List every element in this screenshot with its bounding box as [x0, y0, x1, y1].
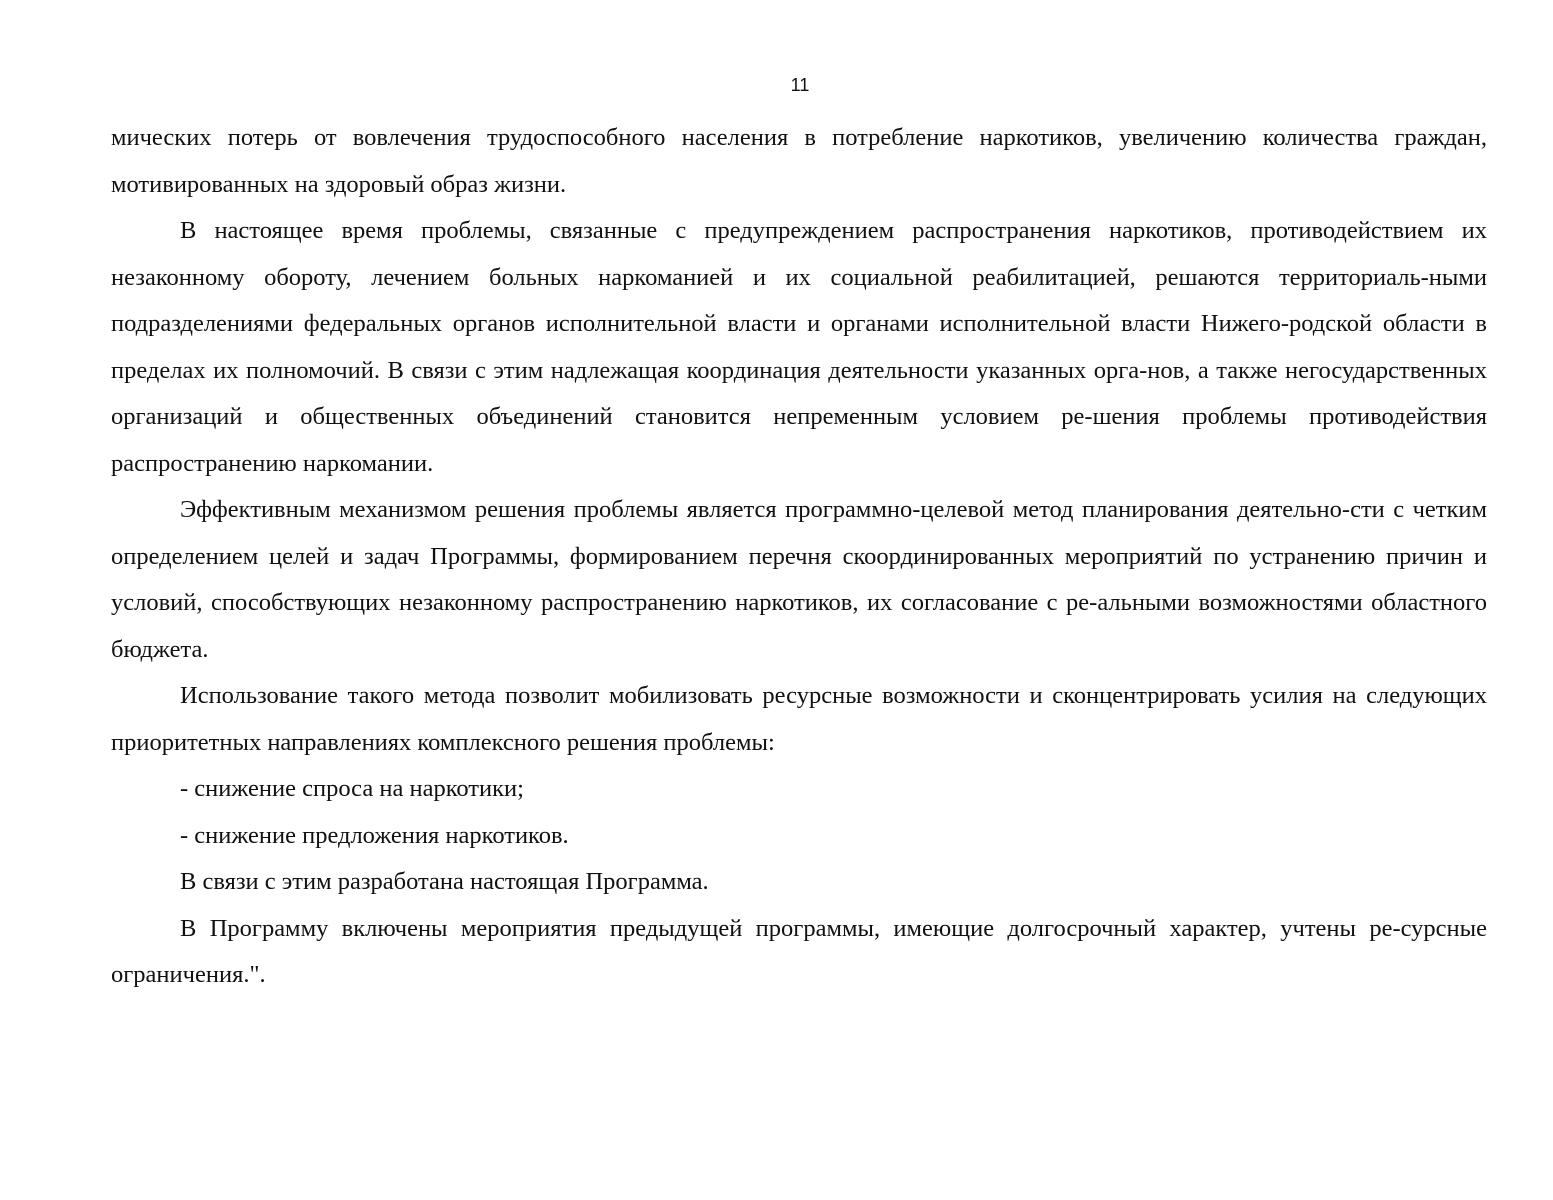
- document-body: [111, 115, 1487, 999]
- paragraph-method-usage: Использование такого метода позволит мобилизовать ресурсные возможности и сконцентрировать усилия на следующих приоритетных направлениях комплексного решения проблемы:: [111, 682, 1487, 756]
- list-item-demand-reduction: - снижение спроса на наркотики;: [180, 775, 524, 802]
- list-item-supply-reduction: - снижение предложения наркотиков.: [180, 821, 569, 849]
- paragraph-continuation: мических потерь от вовлечения трудоспособного населения в потребление наркотиков, увеличению количества граждан, мотивированных на здоровый образ жизни.: [111, 124, 1487, 198]
- paragraph-program-includes: В Программу включены мероприятия предыдущей программы, имеющие долгосрочный характер, учтены ре-сурсные ограничения.".: [111, 914, 1487, 988]
- paragraph-current-problems: В настоящее время проблемы, связанные с предупреждением распространения наркотиков, противодействием их незаконному обороту, лечением больных наркоманией и их социальной реабилитацией, решаются территориаль-ными подразделениями федеральных органов исполнительной власти и органами исполнительной власти Нижего-родской области в пределах их полномочий. В связи с этим надлежащая координация деятельности указанных орга-нов, а также негосударственных организаций и общественных объединений становится непременным условием ре-шения проблемы противодействия распространению наркомании.: [111, 217, 1487, 477]
- page-number: 11: [790, 75, 810, 95]
- paragraph-effective-mechanism: Эффективным механизмом решения проблемы является программно-целевой метод планирования деятельно-сти с четким определением целей и задач Программы, формированием перечня скоординированных мероприятий по устранению причин и условий, способствующих незаконному распространению наркотиков, их согласование с ре-альными возможностями областного бюджета.: [111, 496, 1487, 663]
- paragraph-program-developed: В связи с этим разработана настоящая Программа.: [180, 868, 709, 895]
